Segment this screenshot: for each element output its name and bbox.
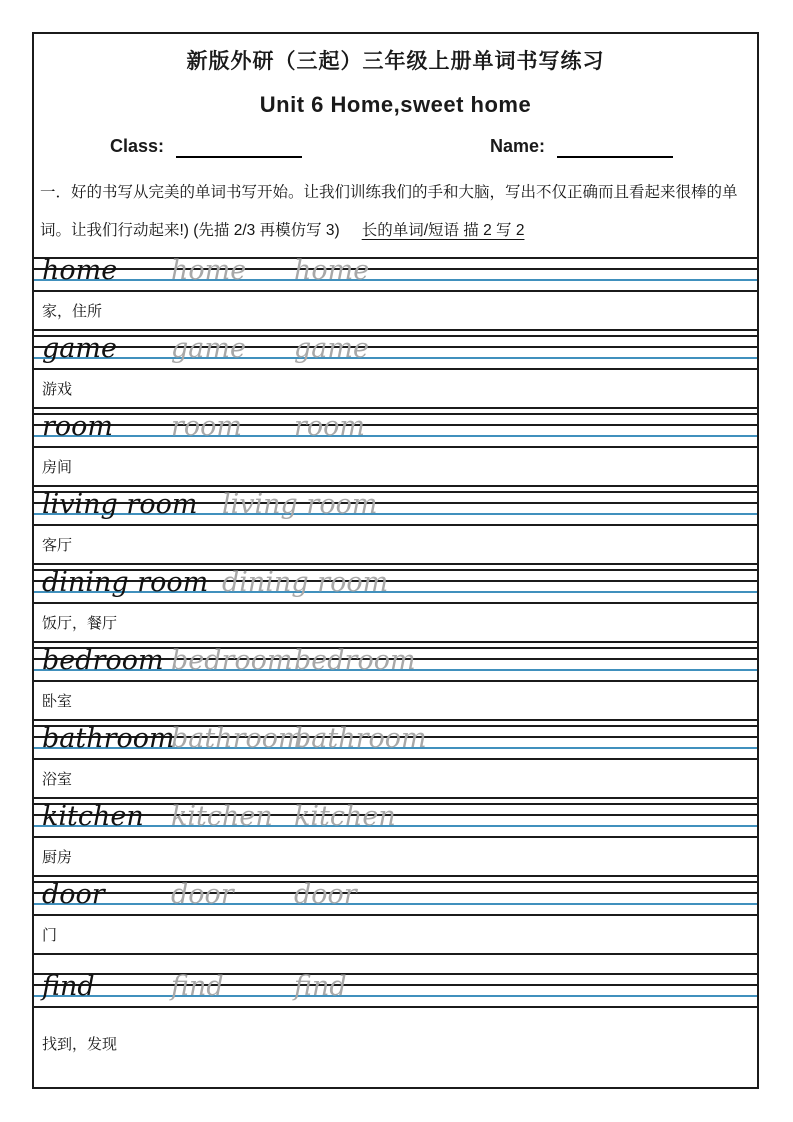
word-model: dining room <box>42 567 209 598</box>
word-practice-list <box>34 257 757 1078</box>
word-block <box>34 725 757 799</box>
writing-line-bottom <box>34 290 757 292</box>
writing-grid <box>34 803 757 838</box>
word-model: living room <box>42 489 198 520</box>
writing-line-bottom <box>34 1006 757 1008</box>
writing-grid <box>34 491 757 526</box>
word-meaning: 房间 <box>34 448 757 487</box>
instruction-note-underlined: 长的单词/短语 描 2 写 2 <box>361 222 525 239</box>
word-model: find <box>42 971 95 1002</box>
writing-line-baseline-blue <box>34 995 757 997</box>
instructions <box>34 174 757 250</box>
word-trace: room <box>171 411 243 442</box>
writing-line-bottom <box>34 758 757 760</box>
word-model: room <box>42 411 114 442</box>
worksheet-page <box>32 32 759 1089</box>
writing-line-bottom <box>34 914 757 916</box>
writing-line-top <box>34 881 757 883</box>
word-trace: dining room <box>222 567 389 598</box>
writing-line-mid <box>34 984 757 986</box>
name-blank-line <box>557 136 673 158</box>
word-block <box>34 257 757 331</box>
class-blank-line <box>176 136 302 158</box>
word-trace: kitchen <box>294 801 396 832</box>
word-trace: game <box>294 333 369 364</box>
word-block <box>34 335 757 409</box>
instruction-text: 一．好的书写从完美的单词书写开始。让我们训练我们的手和大脑，写出不仅正确而且看起来很棒的单词。让我们行动起来!) (先描 2/3 再模仿写 3) <box>40 184 738 239</box>
writing-line-baseline-blue <box>34 279 757 281</box>
name-field <box>490 132 673 158</box>
word-model: home <box>42 255 118 286</box>
writing-line-bottom <box>34 836 757 838</box>
word-meaning: 门 <box>34 916 757 955</box>
word-block <box>34 569 757 643</box>
word-model: game <box>42 333 117 364</box>
page-title: 新版外研（三起）三年级上册单词书写练习 <box>186 50 605 73</box>
word-trace: home <box>171 255 247 286</box>
word-block <box>34 803 757 877</box>
word-trace: bathroom <box>294 723 427 754</box>
word-trace: game <box>171 333 246 364</box>
writing-line-top <box>34 973 757 975</box>
writing-line-baseline-blue <box>34 903 757 905</box>
writing-line-top <box>34 413 757 415</box>
writing-line-bottom <box>34 446 757 448</box>
word-block <box>34 413 757 487</box>
word-meaning: 家，住所 <box>34 292 757 331</box>
word-trace: find <box>171 971 224 1002</box>
class-label: Class: <box>110 136 165 156</box>
unit-title: Unit 6 Home,sweet home <box>259 92 532 117</box>
writing-grid <box>34 413 757 448</box>
word-trace: door <box>294 879 357 910</box>
writing-line-baseline-blue <box>34 357 757 359</box>
word-trace: room <box>294 411 366 442</box>
word-block <box>34 491 757 565</box>
writing-line-bottom <box>34 524 757 526</box>
word-meaning: 找到，发现 <box>42 1035 118 1053</box>
writing-grid <box>34 647 757 682</box>
word-model: bedroom <box>42 645 164 676</box>
word-meaning: 卧室 <box>34 682 757 721</box>
word-trace: find <box>294 971 347 1002</box>
word-trace: kitchen <box>171 801 273 832</box>
word-meaning: 游戏 <box>34 370 757 409</box>
word-trace: bathroom <box>171 723 304 754</box>
writing-line-bottom <box>34 680 757 682</box>
writing-grid <box>34 569 757 604</box>
word-block <box>34 881 757 955</box>
writing-grid <box>34 973 757 1008</box>
word-trace: home <box>294 255 370 286</box>
writing-grid <box>34 335 757 370</box>
writing-line-bottom <box>34 368 757 370</box>
name-label: Name: <box>489 136 545 156</box>
writing-line-baseline-blue <box>34 435 757 437</box>
word-model: kitchen <box>42 801 144 832</box>
writing-line-mid <box>34 424 757 426</box>
word-meaning: 饭厅，餐厅 <box>34 604 757 643</box>
word-block <box>34 973 757 1078</box>
word-trace: bedroom <box>294 645 416 676</box>
word-block <box>34 647 757 721</box>
word-trace: living room <box>222 489 378 520</box>
word-trace: bedroom <box>171 645 293 676</box>
word-model: bathroom <box>42 723 175 754</box>
writing-line-top <box>34 257 757 259</box>
word-meaning: 厨房 <box>34 838 757 877</box>
word-meaning: 客厅 <box>34 526 757 565</box>
word-meaning: 浴室 <box>34 760 757 799</box>
writing-line-top <box>34 335 757 337</box>
writing-line-mid <box>34 346 757 348</box>
writing-grid <box>34 881 757 916</box>
writing-line-mid <box>34 892 757 894</box>
writing-grid <box>34 725 757 760</box>
word-model: door <box>42 879 105 910</box>
writing-line-bottom <box>34 602 757 604</box>
class-field <box>110 132 302 158</box>
writing-grid <box>34 257 757 292</box>
writing-line-mid <box>34 268 757 270</box>
word-trace: door <box>171 879 234 910</box>
class-name-row <box>34 132 757 158</box>
